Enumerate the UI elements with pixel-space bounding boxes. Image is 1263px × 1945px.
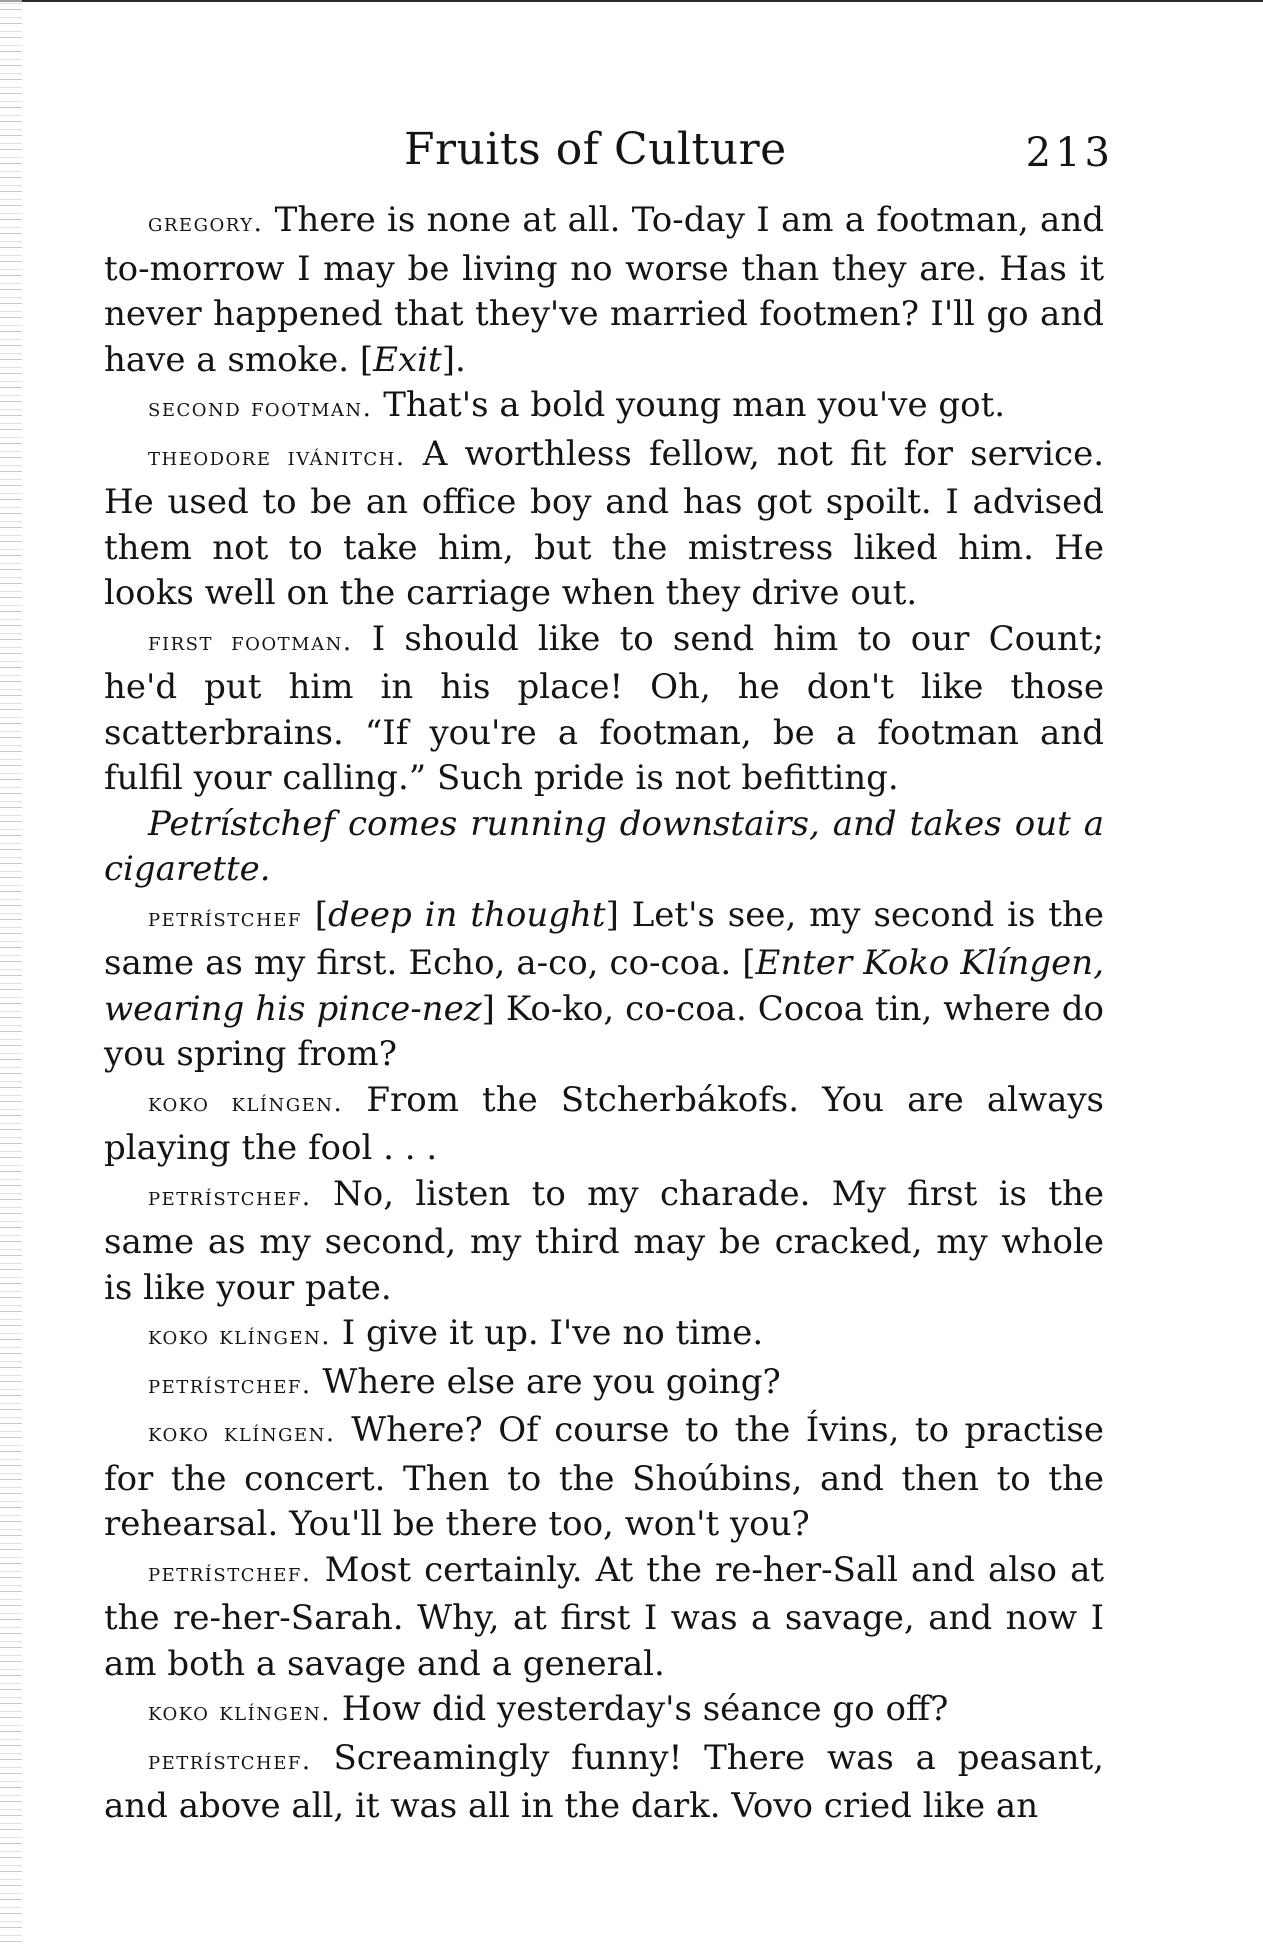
dialogue-paragraph [104, 1736, 1104, 1830]
dialogue-paragraph [104, 1548, 1104, 1688]
dialogue-text: Most certainly. At the re-her-Sall and also at the re-her-Sarah. Why, at first I was a savage, and now I am both a savage and a general. [104, 1549, 1104, 1684]
running-title: Fruits of Culture [404, 124, 787, 175]
dialogue-paragraph [104, 432, 1104, 617]
stage-direction: Exit [373, 339, 442, 380]
dialogue-text: ] Let's see, my second is the same as my first. Echo, a-co, co-coa. [ [104, 894, 1104, 983]
dialogue-paragraph [104, 198, 1104, 383]
dialogue-paragraph [104, 383, 1104, 432]
dialogue-paragraph [104, 1360, 1104, 1409]
dialogue-text: Where? Of course to the Ívins, to practise for the concert. Then to the Shoúbins, and then to the rehearsal. You'll be there too, won't you? [104, 1410, 1104, 1544]
speaker-name: petrístchef. [148, 1745, 312, 1776]
dialogue-paragraph [104, 893, 1104, 1078]
stage-direction-paragraph [104, 802, 1104, 893]
speaker-name: koko klíngen. [148, 1697, 331, 1727]
dialogue-text: There is none at all. To-day I am a footman, and to-morrow I may be living no worse than they are. Has it never happened that they've married footmen? I'll go and have a smoke. [104, 200, 1104, 380]
speaker-name: petrístchef [148, 902, 302, 933]
dialogue-paragraph [104, 617, 1104, 802]
dialogue-text: Where else are you going? [311, 1361, 781, 1402]
page-number: 213 [1025, 130, 1114, 176]
play-text [104, 198, 1104, 1830]
speaker-name: koko klíngen. [148, 1087, 344, 1118]
dialogue-text: ]. [441, 339, 466, 380]
speaker-name: petrístchef. [148, 1557, 312, 1588]
dialogue-text: No, listen to my charade. My first is the same as my second, my third may be cracked, my whole is like your pate. [104, 1173, 1104, 1308]
dialogue-text: [ [301, 894, 329, 935]
dialogue-paragraph [104, 1078, 1104, 1172]
stage-direction: Petrístchef comes running downstairs, and takes out a cigarette. [104, 803, 1104, 889]
speaker-name: gregory. [148, 208, 264, 238]
dialogue-text: A worthless fellow, not fit for service. He used to be an office boy and has got spoilt. I advised them not to take him, but the mistress liked him. He looks well on the carriage when they drive out. [104, 433, 1105, 613]
speaker-name: koko klíngen. [148, 1418, 336, 1448]
dialogue-text: I give it up. I've no time. [331, 1313, 764, 1353]
dialogue-text: From the Stcherbákofs. You are always playing the fool . . . [104, 1079, 1104, 1168]
dialogue-text: I should like to send him to our Count; he'd put him in his place! Oh, he don't like those scatterbrains. “If you're a footman, be a footman and fulfil your calling.” Such pride is not befitting. [104, 618, 1104, 798]
dialogue-paragraph [104, 1172, 1104, 1312]
stage-direction: deep in thought [328, 894, 606, 935]
dialogue-text: That's a bold young man you've got. [372, 385, 1006, 425]
dialogue-paragraph [104, 1687, 1104, 1736]
dialogue-text: ] Ko-ko, co-coa. Cocoa tin, where do you spring from? [104, 988, 1104, 1074]
page-top-edge [0, 0, 1263, 2]
page-header [104, 124, 1114, 184]
dialogue-paragraph [104, 1311, 1104, 1360]
binding-edge [0, 0, 22, 1945]
dialogue-text: [ [359, 339, 374, 380]
speaker-name: first footman. [148, 626, 353, 657]
speaker-name: second footman. [148, 393, 373, 423]
stage-direction: Enter Koko Klíngen, wearing his pince-nez [104, 943, 1105, 1029]
dialogue-text: Screamingly funny! There was a peasant, and above all, it was all in the dark. Vovo cried like an [104, 1737, 1104, 1826]
dialogue-paragraph [104, 1408, 1104, 1548]
speaker-name: petrístchef. [148, 1369, 312, 1400]
speaker-name: theodore ivánitch. [148, 441, 406, 472]
dialogue-text: How did yesterday's séance go off? [331, 1689, 949, 1729]
speaker-name: petrístchef. [148, 1181, 312, 1212]
speaker-name: koko klíngen. [148, 1321, 331, 1351]
